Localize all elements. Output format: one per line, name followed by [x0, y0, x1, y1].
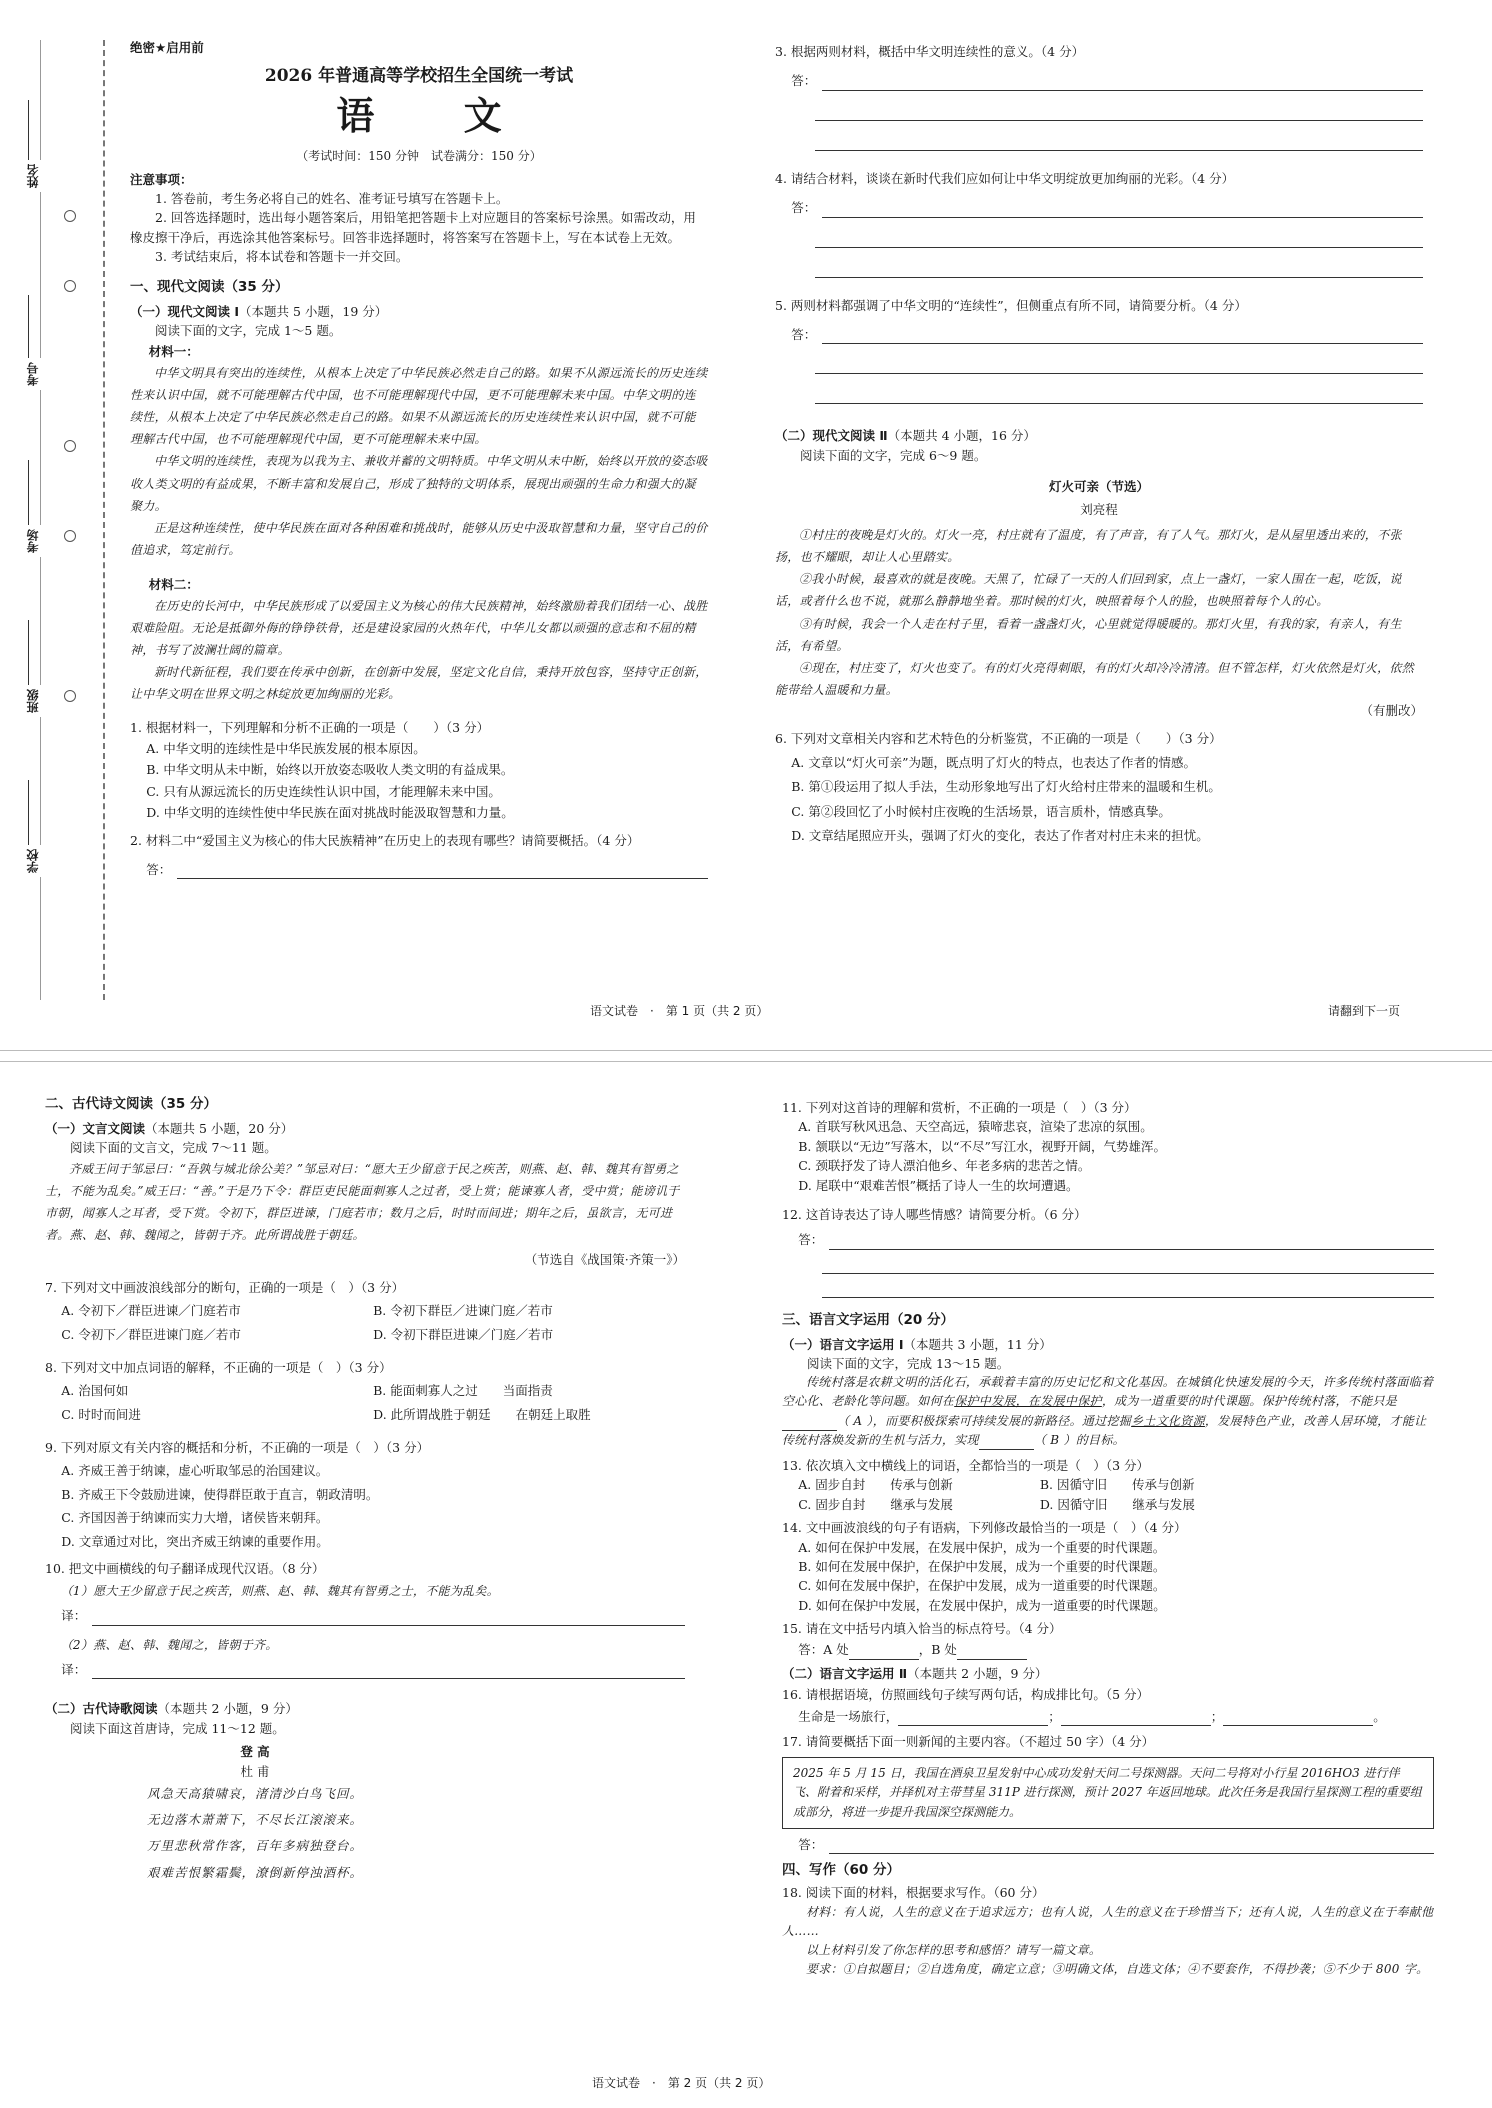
section-heading: 二、古代诗文阅读（35 分）	[45, 1096, 217, 1112]
option: C. 颈联抒发了诗人漂泊他乡、年老多病的悲苦之情。	[798, 1158, 1091, 1174]
news-box: 2025 年 5 月 15 日，我国在酒泉卫星发射中心成功发射天问二号探测器。天问二号将对小行星 2016HO3 进行伴飞、附着和采样，并择机对主带彗星 311P 进行探测，预计 2027 年返回地球。此次任务是我国行星探测工程的重要组成部分，将进一步提升我国深空探测能力。	[782, 1757, 1434, 1829]
poem-line: 艰难苦恨繁霜鬓，潦倒新停浊酒杯。	[146, 1864, 363, 1880]
binding-hole	[64, 210, 76, 222]
poem-line: 无边落木萧萧下，不尽长江滚滚来。	[146, 1812, 363, 1828]
option: C. 令初下／群臣进谏门庭／若市	[61, 1326, 241, 1342]
answer-label: 答：	[146, 861, 172, 877]
school-label: 学校	[24, 845, 43, 877]
option: A. 治国何如	[61, 1383, 129, 1399]
question-17: 17. 请简要概括下面一则新闻的主要内容。（不超过 50 字）（4 分）	[782, 1733, 1155, 1749]
story-note: （有删改）	[1360, 703, 1423, 719]
answer-blank[interactable]	[92, 1612, 685, 1626]
question-1: 1. 根据材料一，下列理解和分析不正确的一项是（ ）（3 分）	[130, 719, 490, 735]
option: D. 中华文明的连续性使中华民族在面对挑战时能汲取智慧和力量。	[146, 805, 514, 821]
question-16: 16. 请根据语境，仿照画线句子续写两句话，构成排比句。（5 分）	[782, 1687, 1150, 1703]
notice-item: 2. 回答选择题时，选出每小题答案后，用铅笔把答题卡上对应题目的答案标号涂黑。如需改动，用橡皮擦干净后，再选涂其他答案标号。回答非选择题时，将答案写在答题卡上，写在本试卷上无效。	[130, 210, 696, 245]
q16-lead: 生命是一场旅行，	[798, 1708, 899, 1724]
passage-text: （ B ）的目标。	[1033, 1432, 1125, 1447]
answer-blank[interactable]	[177, 865, 708, 879]
question-13: 13. 依次填入文中横线上的词语，全都恰当的一项是（ ）（3 分）	[782, 1458, 1150, 1474]
page2-right-column	[782, 1098, 1434, 1979]
option: C. 第②段回忆了小时候村庄夜晚的生活场景，语言质朴，情感真挚。	[791, 803, 1171, 819]
option: C. 只有从源远流长的历史连续性认识中国，才能理解未来中国。	[146, 783, 501, 799]
writing-requirements: 要求：①自拟题目；②自选角度，确定立意；③明确文体，自选文体；④不要套作，不得抄袭；⑤不少于 800 字。	[806, 1962, 1429, 1977]
story-paragraph: ③有时候，我会一个人走在村子里，看着一盏盏灯火，心里就觉得暖暖的。那灯火里，有我的家，有亲人，有生活，有希望。	[775, 616, 1402, 653]
subject-title: 语 文	[336, 93, 540, 138]
fill-blank[interactable]	[1223, 1714, 1373, 1726]
answer-blank[interactable]	[822, 1250, 1434, 1274]
answer-blank[interactable]	[92, 1665, 685, 1679]
question-15: 15. 请在文中括号内填入恰当的标点符号。（4 分）	[782, 1621, 1062, 1637]
translate-label: 译：	[61, 1608, 87, 1624]
fill-blank[interactable]	[898, 1714, 1048, 1726]
part-title: （二）现代文阅读 Ⅱ	[775, 428, 888, 444]
part-heading	[775, 426, 1423, 445]
binding-strip	[0, 40, 125, 1000]
part-meta: （本题共 2 小题，9 分）	[157, 1701, 298, 1717]
question-7: 7. 下列对文中画波浪线部分的断句，正确的一项是（ ）（3 分）	[45, 1279, 405, 1295]
question-10: 10. 把文中画横线的句子翻译成现代汉语。（8 分）	[45, 1560, 325, 1576]
question-12: 12. 这首诗表达了诗人哪些情感？请简要分析。（6 分）	[782, 1206, 1087, 1222]
option: A. 首联写秋风迅急、天空高远，猿啼悲哀，渲染了悲凉的氛围。	[798, 1119, 1153, 1135]
option: B. 齐威王下令鼓励进谏，使得群臣敢于直言，朝政清明。	[61, 1486, 379, 1502]
part-heading	[45, 1119, 685, 1138]
passage-text: ，成为一道重要的时代课题。保护传统村落，不能只是	[1101, 1394, 1398, 1409]
secret-mark: 绝密★启用前	[130, 40, 204, 55]
answer-blank[interactable]	[815, 248, 1423, 278]
part-title: （一）现代文阅读 Ⅰ	[130, 303, 240, 319]
notice-title: 注意事项：	[130, 171, 193, 187]
part-title: （二）语言文字运用 Ⅱ	[782, 1665, 908, 1681]
binding-write-line	[28, 460, 29, 530]
option: A. 齐威王善于纳谏，虚心听取邹忌的治国建议。	[61, 1463, 329, 1479]
option: C. 齐国因善于纳谏而实力大增，诸侯皆来朝拜。	[61, 1510, 329, 1526]
option: D. 文章结尾照应开头，强调了灯火的变化，表达了作者对村庄未来的担忧。	[791, 828, 1209, 844]
question-6: 6. 下列对文章相关内容和艺术特色的分析鉴赏，不正确的一项是（ ）（3 分）	[775, 730, 1222, 746]
translation-line[interactable]	[45, 1660, 685, 1679]
binding-hole	[64, 440, 76, 452]
option: D. 尾联中“艰难苦恨”概括了诗人一生的坎坷遭遇。	[798, 1177, 1079, 1193]
exam-page-1	[0, 0, 1492, 1050]
answer-b-blank[interactable]	[957, 1648, 1027, 1660]
question-18: 18. 阅读下面的材料，根据要求写作。（60 分）	[782, 1885, 1045, 1901]
binding-hole	[64, 690, 76, 702]
answer-blank[interactable]	[815, 344, 1423, 374]
option: B. 如何在发展中保护，在保护中发展，成为一个重要的时代课题。	[798, 1558, 1166, 1574]
option: B. 第①段运用了拟人手法，生动形象地写出了灯火给村庄带来的温暖和生机。	[791, 779, 1221, 795]
material-paragraph: 在历史的长河中，中华民族形成了以爱国主义为核心的伟大民族精神，始终激励着我们团结一心、战胜艰难险阻。无论是抵御外侮的铮铮铁骨，还是建设家园的火热年代，中华儿女都以顽强的意志和不屈的精神，书写了波澜壮阔的篇章。	[130, 598, 708, 658]
question-2: 2. 材料二中“爱国主义为核心的伟大民族精神”在历史上的表现有哪些？请简要概括。（4 分）	[130, 832, 640, 848]
turn-page-note: 请翻到下一页	[1327, 1004, 1400, 1018]
option: B. 中华文明从未中断，始终以开放姿态吸收人类文明的有益成果。	[146, 762, 514, 778]
question-11: 11. 下列对这首诗的理解和赏析，不正确的一项是（ ）（3 分）	[782, 1100, 1137, 1115]
poem-line: 风急天高猿啸哀，渚清沙白鸟飞回。	[146, 1785, 363, 1801]
answer-label: 答：	[798, 1836, 824, 1852]
option: D. 因循守旧 继承与发展	[1039, 1496, 1195, 1512]
part-heading	[130, 302, 708, 321]
option: D. 如何在保护中发展，在发展中保护，成为一道重要的时代课题。	[798, 1597, 1166, 1613]
q15-answer	[782, 1640, 1434, 1659]
exam-page-2	[0, 1062, 1492, 2108]
question-9: 9. 下列对原文有关内容的概括和分析，不正确的一项是（ ）（3 分）	[45, 1440, 430, 1456]
page-gap	[0, 1050, 1492, 1062]
binding-write-line	[28, 295, 29, 365]
classical-source: （节选自《战国策·齐策一》）	[524, 1252, 685, 1268]
option: A. 如何在保护中发展，在发展中保护，成为一个重要的时代课题。	[798, 1539, 1166, 1555]
answer-blank[interactable]	[815, 91, 1423, 121]
part-title: （二）古代诗歌阅读	[45, 1701, 158, 1717]
translate-label: 译：	[61, 1662, 87, 1678]
seal-line	[103, 40, 105, 1000]
part-title: （一）语言文字运用 Ⅰ	[782, 1336, 904, 1352]
section-heading: 四、写作（60 分）	[782, 1862, 900, 1879]
answer-blank[interactable]	[822, 1274, 1434, 1298]
option-row	[782, 1495, 1434, 1514]
page-footer: 语文试卷 · 第 2 页（共 2 页）	[592, 2076, 771, 2090]
notice-item: 1. 答卷前，考生务必将自己的姓名、准考证号填写在答题卡上。	[155, 191, 509, 207]
reading-intro: 阅读下面这首唐诗，完成 11～12 题。	[70, 1720, 285, 1736]
part-meta: （本题共 4 小题，16 分）	[887, 428, 1036, 444]
answer-blank[interactable]	[815, 374, 1423, 404]
question-14: 14. 文中画波浪线的句子有语病，下列修改最恰当的一项是（ ）（4 分）	[782, 1520, 1187, 1536]
option: C. 固步自封 继承与发展	[798, 1496, 953, 1512]
exam-title: 2026 年普通高等学校招生全国统一考试	[264, 66, 574, 87]
reading-intro: 阅读下面的文言文，完成 7～11 题。	[70, 1140, 277, 1156]
part-meta: （本题共 2 小题，9 分）	[907, 1665, 1048, 1681]
story-paragraph: ①村庄的夜晚是灯火的。灯火一亮，村庄就有了温度，有了声音，有了人气。那灯火，是从屋里透出来的，不张扬，也不耀眼，却让人心里踏实。	[775, 527, 1402, 564]
material-paragraph: 中华文明具有突出的连续性，从根本上决定了中华民族必然走自己的路。如果不从源远流长的历史连续性来认识中国，就不可能理解古代中国，也不可能理解现代中国，更不可能理解未来中国。中华文明的连续性，从根本上决定了中华民族必然走自己的路。如果不从源远流长的历史连续性来认识中国，就不可能理解古代中国，也不可能理解现代中国，更不可能理解未来中国。	[130, 365, 708, 447]
answer-blank[interactable]	[822, 330, 1423, 344]
binding-hole	[64, 280, 76, 292]
language-passage	[782, 1373, 1434, 1450]
reading-intro: 阅读下面的文字，完成 13～15 题。	[807, 1355, 1010, 1371]
binding-write-line	[28, 780, 29, 850]
option: A. 中华文明的连续性是中华民族发展的根本原因。	[146, 741, 426, 756]
passage-text: 传统村落是农耕文明的活化石，承载着丰富的历史记忆和文化基因。在城镇化快速发展的今天，许多传统村落面临着空心化、老龄化等问题。如何在	[782, 1375, 1434, 1409]
option: A. 固步自封 传承与创新	[798, 1477, 953, 1493]
option: A. 文章以“灯火可亲”为题，既点明了灯火的特点，也表达了作者的情感。	[791, 755, 1197, 770]
answer-label: 答：	[791, 326, 817, 342]
binding-write-line	[28, 620, 29, 690]
answer-blank[interactable]	[815, 218, 1423, 248]
translate-sentence: （2）燕、赵、韩、魏闻之，皆朝于齐。	[60, 1637, 278, 1652]
answer-blank[interactable]	[822, 204, 1423, 218]
story-paragraph: ④现在，村庄变了，灯火也变了。有的灯火亮得刺眼，有的灯火却冷冷清清。但不管怎样，灯火依然是灯火，依然能带给人温暖和力量。	[775, 660, 1415, 698]
part-title: （一）文言文阅读	[45, 1120, 146, 1136]
answer-label: 答：	[791, 73, 817, 89]
passage-text: ，发展特色产业，改善人居环境，才能让传统村落焕发新的生机与活力，实现	[782, 1413, 1427, 1447]
fill-blank[interactable]	[782, 1419, 837, 1431]
answer-line[interactable]	[775, 198, 1423, 217]
exam-room-label: 考场	[24, 525, 43, 557]
question-3: 3. 根据两则材料，概括中华文明连续性的意义。（4 分）	[775, 44, 1085, 59]
page1-right-column	[775, 42, 1423, 846]
section-heading: 三、语言文字运用（20 分）	[782, 1311, 954, 1328]
option: A. 令初下／群臣进谏／门庭若市	[61, 1303, 241, 1319]
answer-line[interactable]	[130, 860, 708, 879]
question-4: 4. 请结合材料，谈谈在新时代我们应如何让中华文明绽放更加绚丽的光彩。（4 分）	[775, 170, 1235, 186]
option: D. 令初下群臣进谏／门庭／若市	[373, 1326, 554, 1342]
writing-material: 材料：有人说，人生的意义在于追求远方；也有人说，人生的意义在于珍惜当下；还有人说，人生的意义在于奉献他人……	[782, 1904, 1434, 1938]
answer-b-label: ，B 处	[918, 1642, 957, 1658]
material-label: 材料二：	[148, 577, 199, 593]
passage-text: （ A ），而要积极探索可持续发展的新路径。通过挖掘	[837, 1413, 1132, 1428]
wavy-sentence: 保护中发展，在发展中保护	[954, 1394, 1102, 1409]
answer-line[interactable]	[775, 71, 1423, 90]
exam-info: （考试时间：150 分钟 试卷满分：150 分）	[296, 149, 542, 164]
answer-a-blank[interactable]	[849, 1648, 919, 1660]
poem-title: 登 高	[240, 1744, 270, 1760]
option-row	[782, 1475, 1434, 1494]
option: B. 能面刺寡人之过 当面指责	[373, 1383, 553, 1399]
writing-prompt: 以上材料引发了你怎样的思考和感悟？请写一篇文章。	[806, 1942, 1102, 1957]
translate-sentence: （1）愿大王少留意于民之疾苦，则燕、赵、韩、魏其有智勇之士，不能为乱矣。	[60, 1584, 500, 1599]
question-8: 8. 下列对文中加点词语的解释，不正确的一项是（ ）（3 分）	[45, 1359, 392, 1375]
part-meta: （本题共 3 小题，11 分）	[903, 1336, 1052, 1352]
answer-line[interactable]	[775, 325, 1423, 344]
story-title: 灯火可亲（节选）	[1048, 479, 1149, 494]
answer-label: 答：	[791, 200, 817, 216]
part-meta: （本题共 5 小题，20 分）	[145, 1120, 294, 1136]
answer-blank[interactable]	[829, 1840, 1434, 1854]
option-row	[45, 1381, 685, 1400]
material-paragraph: 新时代新征程，我们要在传承中创新，在创新中发展，坚定文化自信，秉持开放包容，坚持守正创新，让中华文明在世界文明之林绽放更加绚丽的光彩。	[130, 665, 708, 702]
page1-left-column	[130, 38, 708, 879]
classical-text: 齐威王问于邹忌曰：“吾孰与城北徐公美？”邹忌对曰：“愿大王少留意于民之疾苦，则燕、赵、韩、魏其有智勇之士，不能为乱矣。”威王曰：“善。”于是乃下令：群臣吏民能面刺寡人之过者，受上赏；能谏寡人者，受中赏；能谤讥于市朝，闻寡人之耳者，受下赏。令初下，群臣进谏，门庭若市；数月之后，时时而间进；期年之后，虽欲言，无可进者。燕、赵、韩、魏闻之，皆朝于齐。此所谓战胜于朝廷。	[45, 1161, 680, 1243]
story-paragraph: ②我小时候，最喜欢的就是夜晚。天黑了，忙碌了一天的人们回到家，点上一盏灯，一家人围在一起，吃饭，说话，或者什么也不说，就那么静静地坐着。那时候的灯火，映照着每个人的脸，也映照着每个人的心。	[775, 572, 1402, 609]
answer-a-label: 答：A 处	[798, 1642, 849, 1658]
name-label: 姓名	[24, 160, 43, 192]
page-footer: 语文试卷 · 第 1 页（共 2 页）	[590, 1004, 769, 1018]
part-heading	[45, 1699, 685, 1718]
answer-line[interactable]	[782, 1230, 1434, 1249]
poem-block	[45, 1742, 465, 1886]
answer-label: 答：	[798, 1232, 824, 1248]
story-author: 刘亮程	[1080, 502, 1118, 518]
option: D. 此所谓战胜于朝廷 在朝廷上取胜	[373, 1406, 591, 1422]
option-row	[45, 1405, 685, 1424]
translation-line[interactable]	[45, 1606, 685, 1625]
underlined-phrase: 乡土文化资源	[1131, 1413, 1205, 1428]
material-paragraph: 正是这种连续性，使中华民族在面对各种困难和挑战时，能够从历史中汲取智慧和力量，坚守自己的价值追求，笃定前行。	[130, 520, 708, 558]
option: B. 因循守旧 传承与创新	[1039, 1477, 1195, 1493]
reading-intro: 阅读下面的文字，完成 1～5 题。	[155, 322, 342, 338]
option: B. 颔联以“无边”写落木，以“不尽”写江水，视野开阔，气势雄浑。	[798, 1138, 1166, 1154]
material-label: 材料一：	[148, 344, 199, 360]
section-heading: 一、现代文阅读（35 分）	[130, 278, 289, 295]
option-row	[45, 1325, 685, 1344]
answer-blank[interactable]	[822, 77, 1423, 91]
option: C. 时时而间进	[61, 1406, 141, 1422]
reading-intro: 阅读下面的文字，完成 6～9 题。	[800, 447, 987, 463]
option: C. 如何在发展中保护，在保护中发展，成为一道重要的时代课题。	[798, 1578, 1166, 1594]
answer-line[interactable]	[782, 1835, 1434, 1854]
notice-item: 3. 考试结束后，将本试卷和答题卡一并交回。	[155, 249, 409, 265]
answer-blank[interactable]	[829, 1236, 1434, 1250]
fill-blank[interactable]	[979, 1438, 1034, 1450]
option: B. 令初下群臣／进谏门庭／若市	[373, 1303, 553, 1319]
question-5: 5. 两则材料都强调了中华文明的“连续性”，但侧重点有所不同，请简要分析。（4 分）	[775, 297, 1247, 313]
poem-author: 杜 甫	[240, 1763, 270, 1779]
page2-left-column	[45, 1088, 685, 1886]
fill-blank[interactable]	[1061, 1714, 1211, 1726]
binding-hole	[64, 530, 76, 542]
material-paragraph: 中华文明的连续性，表现为以我为主、兼收并蓄的文明特质。中华文明从未中断，始终以开放的姿态吸收人类文明的有益成果，不断丰富和发展自己，形成了独特的文明体系，展现出顽强的生命力和强大的凝聚力。	[130, 454, 708, 513]
option: D. 文章通过对比，突出齐威王纳谏的重要作用。	[61, 1533, 329, 1549]
answer-blank[interactable]	[815, 121, 1423, 151]
poem-line: 万里悲秋常作客，百年多病独登台。	[146, 1838, 363, 1854]
q16-answer: 生命是一场旅行， ； ； 。	[782, 1707, 1434, 1726]
option-row	[45, 1301, 685, 1320]
exam-number-label: 考号	[24, 358, 43, 390]
class-label: 班级	[24, 685, 43, 717]
part-heading	[782, 1664, 1434, 1683]
part-heading	[782, 1335, 1434, 1354]
part-meta: （本题共 5 小题，19 分）	[239, 303, 388, 319]
